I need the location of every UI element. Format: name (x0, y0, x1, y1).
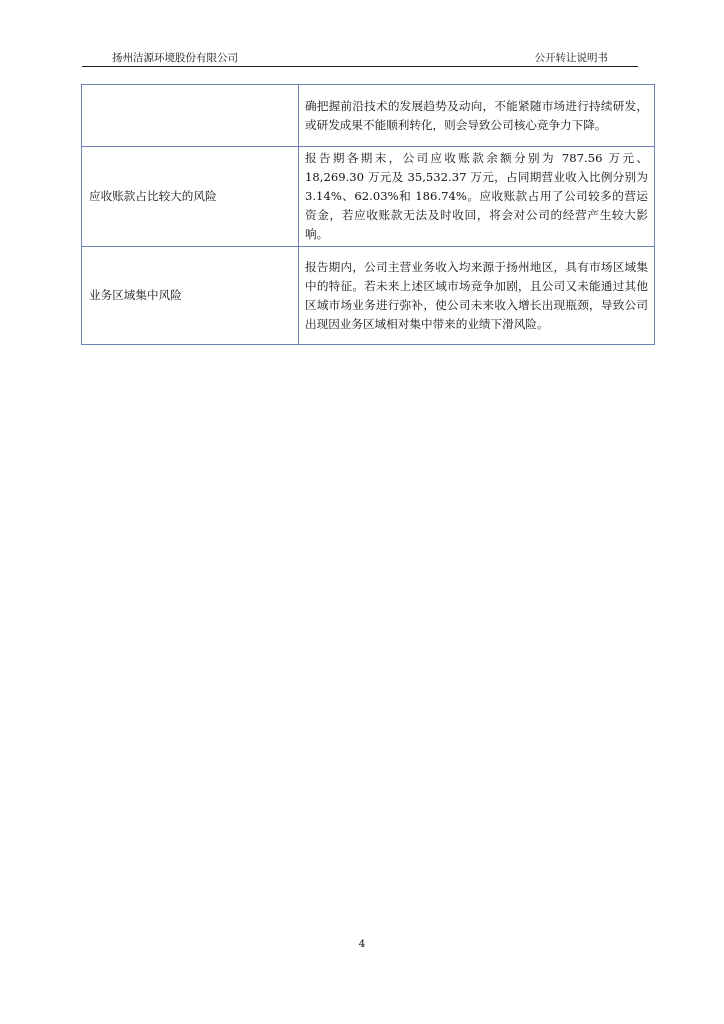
risk-description-cell: 报告期各期末，公司应收账款余额分别为 787.56 万元、18,269.30 万元及 35,532.37 万元，占同期营业收入比例分别为 3.14%、62.03%和 186.74%。应收账款占用了公司较多的营运资金，若应收账款无法及时收回，将会对公司的经营产生较大影响。 (299, 147, 655, 247)
risk-description-cell: 报告期内，公司主营业务收入均来源于扬州地区，具有市场区域集中的特征。若未来上述区域市场竞争加剧，且公司又未能通过其他区域市场业务进行弥补，使公司未来收入增长出现瓶颈，导致公司出现因业务区域相对集中带来的业绩下滑风险。 (299, 247, 655, 345)
table-row (82, 85, 655, 147)
table-row (82, 247, 655, 345)
page-header (82, 52, 638, 67)
risk-description-cell: 确把握前沿技术的发展趋势及动向，不能紧随市场进行持续研发，或研发成果不能顺利转化，则会导致公司核心竞争力下降。 (299, 85, 655, 147)
header-company-name: 扬州洁源环境股份有限公司 (112, 52, 238, 64)
table-row (82, 147, 655, 247)
header-document-title: 公开转让说明书 (534, 52, 608, 64)
risk-table (81, 84, 655, 345)
page-number: 4 (358, 938, 366, 950)
risk-name-cell (82, 85, 299, 147)
risk-name-cell: 应收账款占比较大的风险 (82, 147, 299, 247)
risk-name-cell: 业务区域集中风险 (82, 247, 299, 345)
